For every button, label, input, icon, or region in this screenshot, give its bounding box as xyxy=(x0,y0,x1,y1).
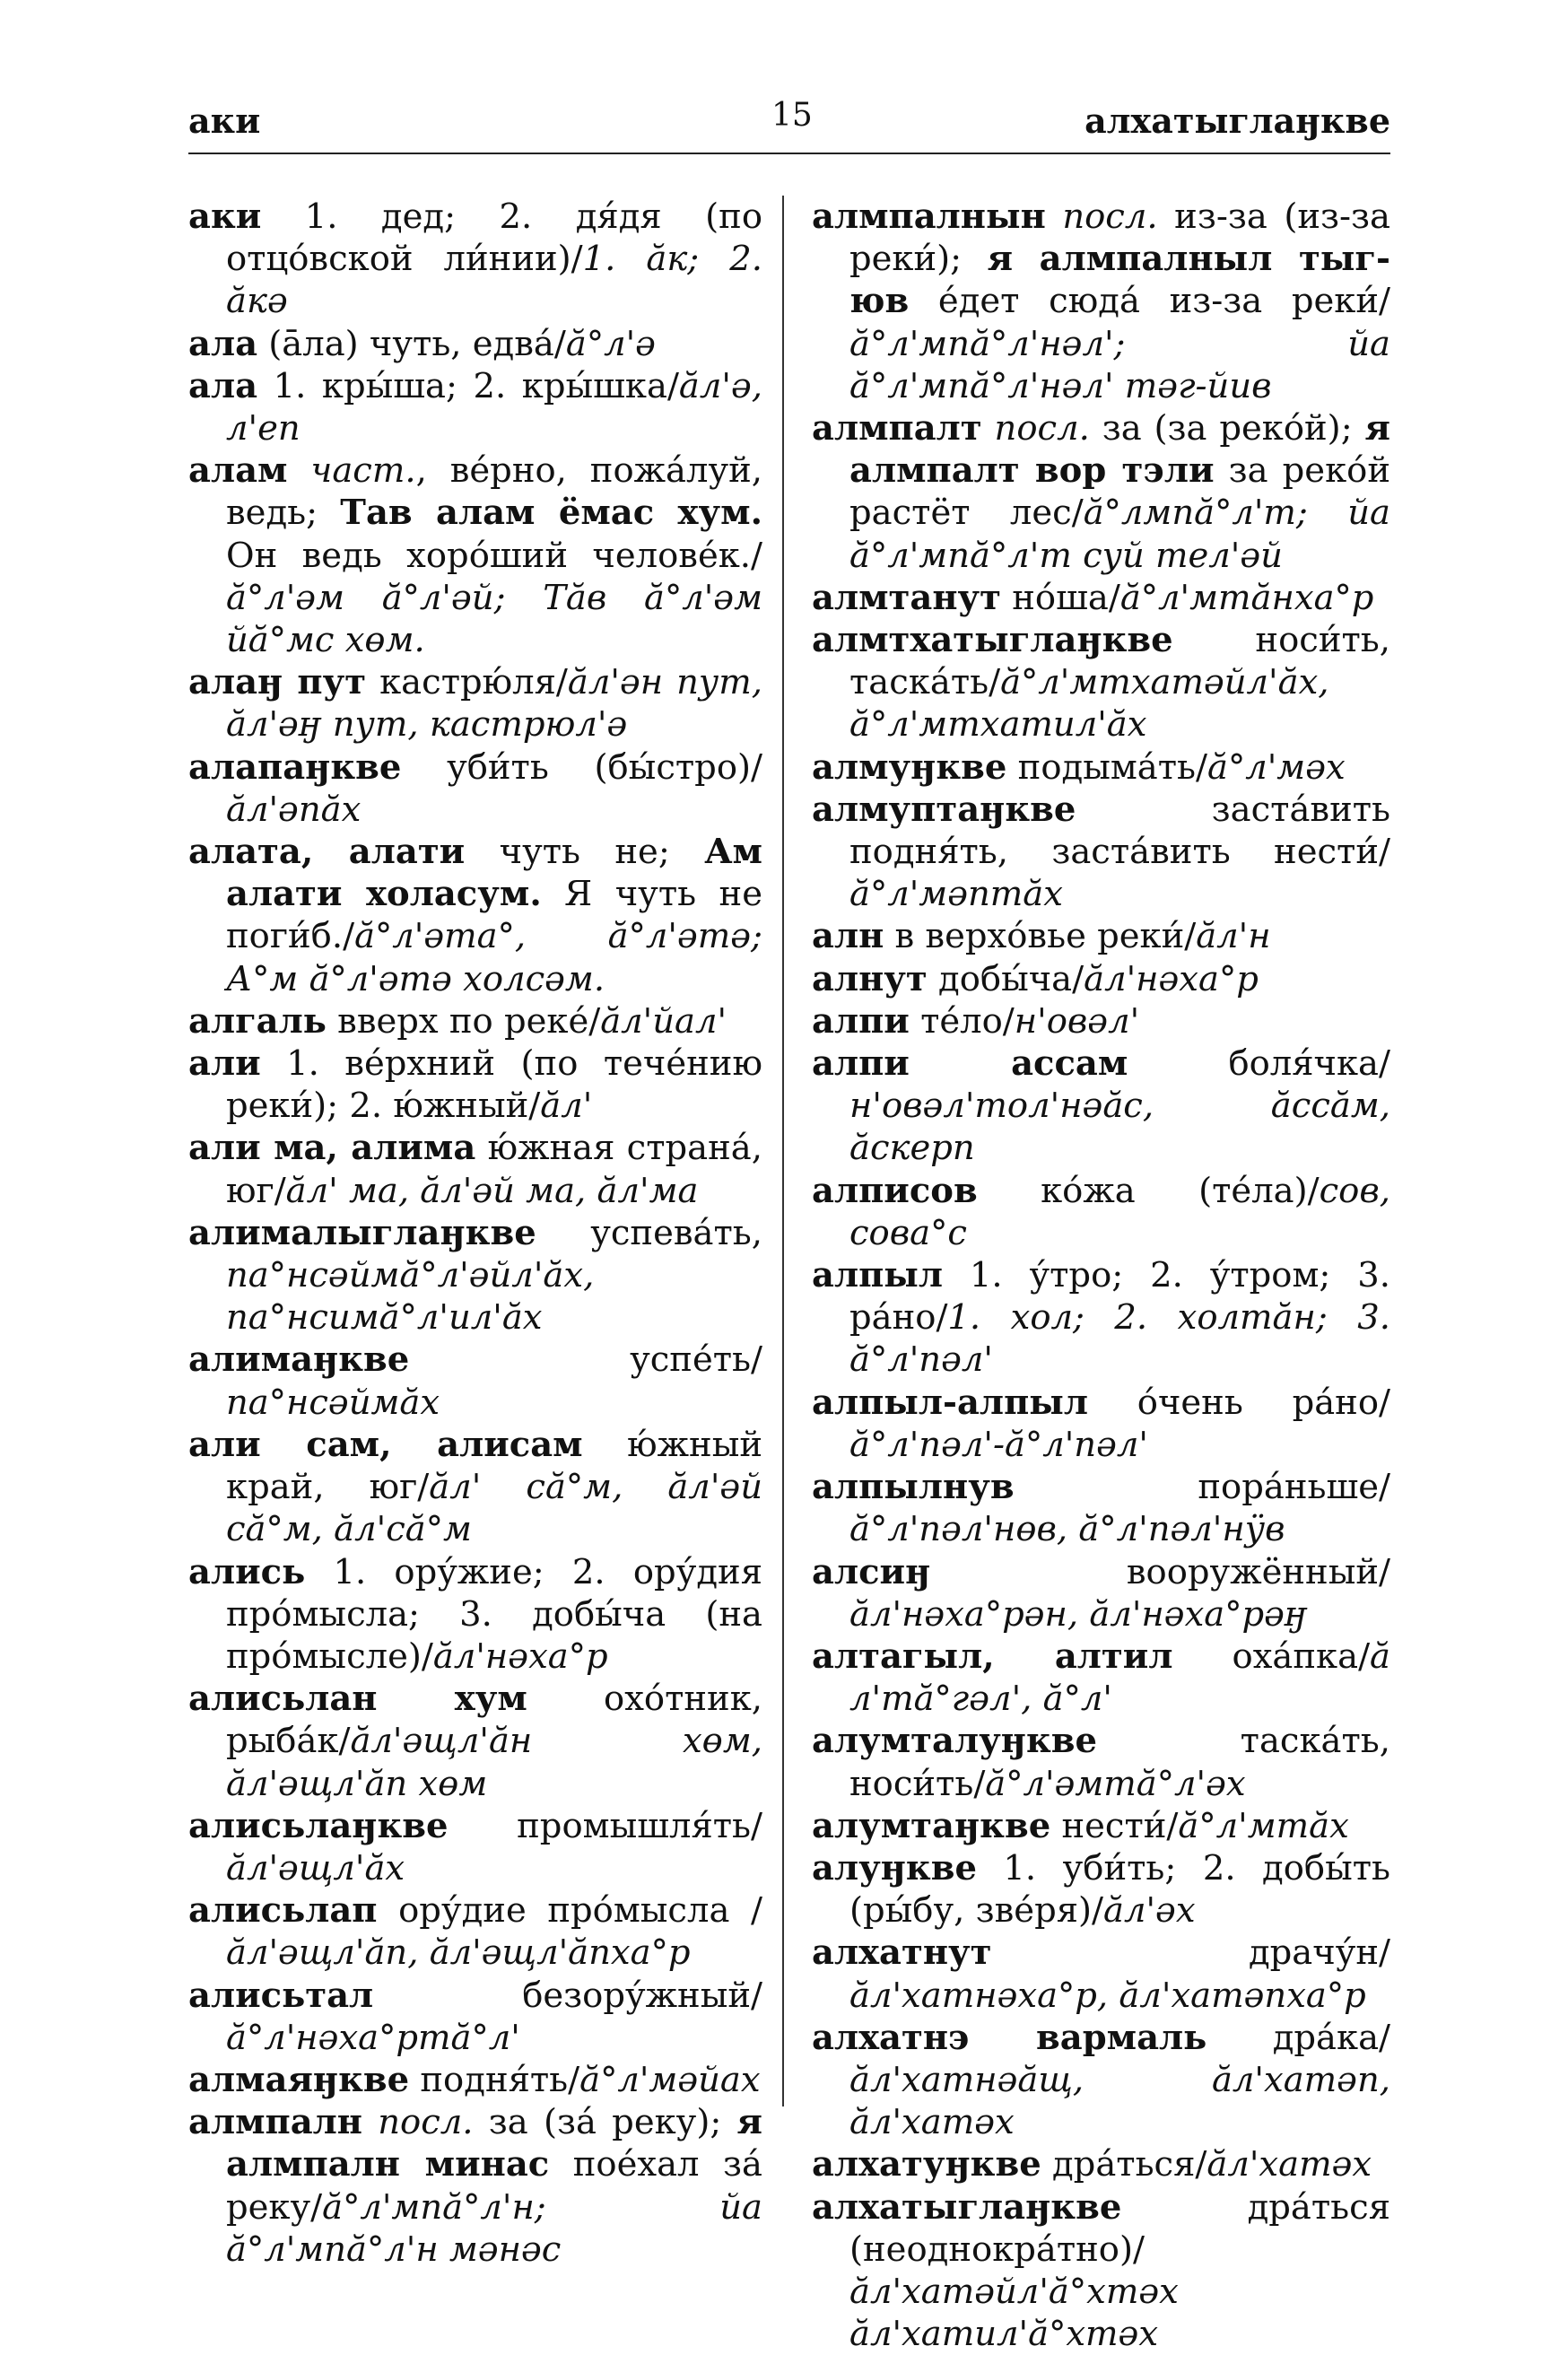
headword: алимаӈкве xyxy=(188,1339,410,1381)
dictionary-entry xyxy=(812,1635,1390,1720)
dictionary-entry xyxy=(812,1170,1390,1254)
dialect-form: ӑл'әщл'ӑн хөм, ӑл'әщл'ӑп хөм xyxy=(226,1721,762,1804)
header-rule xyxy=(188,153,1390,154)
definition: вверх по реке́/ xyxy=(326,1000,601,1042)
dialect-form: ӑ°л'әта°, ӑ°л'әтә; А°м ӑ°л'әтә холсәм. xyxy=(226,916,762,999)
example-phrase: я алмпалн минас xyxy=(226,2102,762,2185)
headword: алмтхатыглаӈкве xyxy=(812,620,1173,661)
dictionary-entry xyxy=(812,2143,1390,2185)
definition: ко́жа (те́ла)/ xyxy=(977,1170,1320,1211)
dialect-form: ӑл'йал' xyxy=(600,1000,727,1042)
dialect-form: ӑл'нәха°рән, ӑл'нәха°рәӈ xyxy=(849,1593,1308,1635)
headword: алн xyxy=(812,916,884,957)
headword: алмпалнын xyxy=(812,196,1046,237)
definition: дра́ка/ xyxy=(1206,2017,1390,2058)
dictionary-entry xyxy=(188,365,762,449)
dialect-form: ӑл'нәха°р xyxy=(1084,958,1259,999)
part-of-speech: посл. xyxy=(362,2102,474,2143)
headword: ала xyxy=(188,323,258,364)
headword: алмуптаӈкве xyxy=(812,789,1076,830)
headword: алмпалн xyxy=(188,2102,362,2143)
dialect-form: ӑл'нәха°р xyxy=(432,1635,608,1677)
dictionary-entry xyxy=(188,1212,762,1339)
dialect-form: ӑл'ән пут, ӑл'әӈ пут, кастрюл'ә xyxy=(226,662,762,746)
dialect-form: н'овәл' xyxy=(1014,1000,1140,1042)
headword: алималыглаӈкве xyxy=(188,1212,536,1253)
headword: алхатнут xyxy=(812,1932,992,1974)
dictionary-entry xyxy=(812,1847,1390,1932)
dialect-form: ӑл' ма, ӑл'әй ма, ӑл'ма xyxy=(285,1170,699,1211)
headword: алисьлаӈкве xyxy=(188,1805,449,1846)
definition: 1. ве́рхний (по тече́нию реки́); 2. ю́жный/ xyxy=(226,1043,762,1127)
headword: алсиӈ xyxy=(812,1551,931,1592)
dictionary-entry xyxy=(188,1339,762,1423)
dictionary-entry xyxy=(188,1424,762,1551)
dictionary-entry xyxy=(812,2017,1390,2144)
headword: али xyxy=(188,1043,261,1085)
definition: вооружённый/ xyxy=(930,1551,1390,1592)
headword: алапаӈкве xyxy=(188,746,402,788)
dictionary-entry xyxy=(188,196,762,323)
dialect-form: ӑл'әпӑх xyxy=(226,789,362,830)
left-column xyxy=(188,196,762,2271)
headword: алнут xyxy=(812,958,928,999)
dialect-form: ӑ°л'мәптӑх xyxy=(849,874,1063,915)
headword: ала xyxy=(188,365,258,406)
headword: алумтаӈкве xyxy=(812,1805,1051,1846)
definition: драчу́н/ xyxy=(991,1932,1390,1974)
column-divider xyxy=(782,196,784,2106)
definition: таска́ть, носи́ть/ xyxy=(849,1721,1390,1804)
dialect-form: ӑл'хатәйл'ӑ°хтәх ӑл'хатил'ӑ°хтәх xyxy=(849,2271,1179,2355)
dictionary-entry xyxy=(812,1805,1390,1847)
dialect-form: ӑ°л'мтхатәйл'ӑх, ӑ°л'мтхатил'ӑх xyxy=(849,662,1329,746)
definition: безору́жный/ xyxy=(373,1975,762,2016)
dictionary-entry xyxy=(812,2186,1390,2355)
headword: алата, алати xyxy=(188,832,466,873)
definition: в верхо́вье реки́/ xyxy=(884,916,1197,957)
dictionary-entry xyxy=(188,661,762,746)
headword: алпи ассам xyxy=(812,1043,1128,1085)
dictionary-entry xyxy=(188,1042,762,1127)
headword: алисьлан хум xyxy=(188,1679,527,1720)
dictionary-entry xyxy=(812,746,1390,789)
headword: алхатнэ вармаль xyxy=(812,2017,1207,2058)
headword: алмпалт xyxy=(812,408,982,449)
definition: пора́ньше/ xyxy=(1014,1467,1390,1508)
definition: 1. у́тро; 2. у́тром; 3. ра́но/ xyxy=(849,1255,1390,1339)
example-phrase: Ам алати холасум. xyxy=(226,832,762,915)
definition: 1. дед; 2. дя́дя (по отцо́вской ли́нии)/ xyxy=(226,196,762,280)
headword: алисьлап xyxy=(188,1890,378,1932)
headword: алпыл-алпыл xyxy=(812,1382,1088,1423)
dialect-form: ӑл'н xyxy=(1196,916,1271,957)
headword: али ма, алима xyxy=(188,1128,476,1169)
dialect-form: ӑ°л'мтӑнха°р xyxy=(1119,577,1374,618)
dialect-form: ӑл' xyxy=(540,1086,593,1127)
dictionary-entry xyxy=(812,789,1390,916)
definition: , ве́рно, пожа́луй, ведь; xyxy=(226,450,762,534)
left-guide-word: аки xyxy=(188,100,261,141)
headword: ались xyxy=(188,1551,306,1592)
example-phrase: я алмпалт вор тэли xyxy=(849,408,1390,492)
definition: за (за́ реку); xyxy=(473,2102,737,2143)
definition: дра́ться/ xyxy=(1041,2144,1207,2185)
dictionary-entry xyxy=(188,1551,762,1679)
definition: подыма́ть/ xyxy=(1006,746,1207,788)
dialect-form: сов, сова°с xyxy=(849,1170,1390,1253)
definition: (а̄ла) чуть, едва́/ xyxy=(257,323,566,364)
definition: дра́ться (неоднокра́тно)/ xyxy=(849,2186,1390,2270)
definition: кастрю́ля/ xyxy=(366,662,568,703)
definition: за (за реко́й); xyxy=(1089,408,1365,449)
dialect-form: па°нсәймӑ°л'әйл'ӑх, па°нсимӑ°л'ил'ӑх xyxy=(226,1255,595,1339)
headword: алхатыглаӈкве xyxy=(812,2186,1122,2228)
dictionary-entry xyxy=(188,1889,762,1974)
definition: подня́ть/ xyxy=(409,2059,580,2100)
headword: алпи xyxy=(812,1000,910,1042)
dictionary-entry xyxy=(812,577,1390,619)
dictionary-entry xyxy=(188,831,762,1000)
dictionary-entry xyxy=(812,1000,1390,1042)
dictionary-entry xyxy=(188,323,762,365)
headword: али сам, алисам xyxy=(188,1424,583,1465)
definition: успева́ть, xyxy=(536,1212,762,1253)
dictionary-entry xyxy=(188,1805,762,1889)
headword: алтагыл, алтил xyxy=(812,1635,1173,1677)
headword: алисьтал xyxy=(188,1975,374,2016)
dialect-form: ӑл' сӑ°м, ӑл'әй сӑ°м, ӑл'сӑ°м xyxy=(226,1467,762,1550)
dictionary-entry xyxy=(188,1975,762,2059)
dialect-form: ӑл'әщл'ӑх xyxy=(226,1847,405,1888)
headword: алмтанут xyxy=(812,577,1002,618)
definition: оха́пка/ xyxy=(1172,1635,1371,1677)
dialect-form: ӑ л'тӑ°гәл', ӑ°л' xyxy=(849,1635,1391,1720)
dictionary-entry xyxy=(812,1551,1390,1635)
dictionary-entry xyxy=(188,1678,762,1805)
definition: из-за (из-за реки́); xyxy=(849,196,1390,280)
definition: 1. уби́ть; 2. добы́ть (ры́бу, зве́ря)/ xyxy=(849,1847,1390,1932)
example-translation: Он ведь хоро́ший челове́к./ xyxy=(226,535,762,576)
part-of-speech: посл. xyxy=(981,408,1090,449)
headword: аки xyxy=(188,196,262,237)
dictionary-entry xyxy=(188,449,762,661)
part-of-speech: част. xyxy=(287,450,416,492)
definition: но́ша/ xyxy=(1001,577,1120,618)
example-translation: Я чуть не поги́б./ xyxy=(226,874,762,957)
headword: алам xyxy=(188,450,288,492)
dictionary-entry xyxy=(812,619,1390,746)
dialect-form: ӑ°л'мпӑ°л'нәл'; йа ӑ°л'мпӑ°л'нәл' тәг-йив xyxy=(849,323,1390,406)
definition: боля́чка/ xyxy=(1128,1043,1390,1085)
dictionary-entry xyxy=(188,1000,762,1042)
dialect-form: ӑл'хатнәӑщ, ӑл'хатәп, ӑл'хатәх xyxy=(849,2059,1390,2143)
dictionary-entry xyxy=(188,1127,762,1211)
dictionary-entry xyxy=(812,407,1390,577)
definition: добы́ча/ xyxy=(927,958,1085,999)
dialect-form: ӑ°л'әмтӑ°л'әх xyxy=(985,1763,1246,1804)
dictionary-entry xyxy=(188,2101,762,2271)
example-phrase: я алмпалныл тыг-юв xyxy=(849,239,1390,322)
example-translation: за реко́й растёт лес/ xyxy=(849,450,1390,534)
dictionary-entry xyxy=(812,958,1390,1000)
dialect-form: па°нсәймӑх xyxy=(226,1382,440,1423)
dictionary-entry xyxy=(812,1932,1390,2016)
dialect-form: ӑ°л'пәл'-ӑ°л'пәл' xyxy=(849,1424,1148,1465)
example-translation: пое́хал за́ реку/ xyxy=(226,2144,762,2228)
definition: промышля́ть/ xyxy=(448,1805,762,1846)
dialect-form: ӑл'хатәх xyxy=(1206,2144,1372,2185)
dialect-form: ӑ°л'нәха°ртӑ°л' xyxy=(226,2017,520,2058)
definition: охо́тник, рыба́к/ xyxy=(226,1679,763,1762)
definition: ору́дие про́мысла / xyxy=(377,1890,762,1932)
dialect-form: ӑ°л'мәх xyxy=(1206,746,1346,788)
headword: алпыл xyxy=(812,1255,944,1296)
dictionary-entry xyxy=(812,1720,1390,1804)
right-column xyxy=(812,196,1390,2355)
dialect-form: ӑ°л'әм ӑ°л'әй; Тӑв ӑ°л'әм йӑ°мс хөм. xyxy=(226,577,762,661)
right-guide-word: алхатыглаӈкве xyxy=(1085,100,1390,141)
example-phrase: Тав алам ёмас хум. xyxy=(340,493,762,534)
definition: заста́вить подня́ть, заста́вить нести́/ xyxy=(849,789,1390,873)
dialect-form: ӑл'ә, л'еп xyxy=(226,365,762,449)
dictionary-entry xyxy=(812,1382,1390,1466)
dialect-form: ӑ°л'мпӑ°л'н; йа ӑ°л'мпӑ°л'н мәнәс xyxy=(226,2186,762,2270)
definition: 1. ору́жие; 2. ору́дия про́мысла; 3. добы́ча (на про́мысле)/ xyxy=(226,1551,762,1677)
dictionary-entry xyxy=(812,1042,1390,1170)
headword: алгаль xyxy=(188,1000,327,1042)
headword: алмуӈкве xyxy=(812,746,1007,788)
dictionary-entry xyxy=(812,1254,1390,1382)
dictionary-entry xyxy=(812,915,1390,957)
definition: чуть не; xyxy=(465,832,705,873)
dictionary-entry xyxy=(188,2059,762,2101)
dialect-form: ӑ°л'пәл'нөв, ӑ°л'пәл'нӱв xyxy=(849,1509,1285,1550)
dictionary-entry xyxy=(188,746,762,831)
definition: ю́жная страна́, юг/ xyxy=(226,1128,762,1211)
dialect-form: ӑл'әх xyxy=(1103,1890,1196,1932)
dictionary-entry xyxy=(812,196,1390,407)
dialect-form: ӑ°л'мтӑх xyxy=(1178,1805,1349,1846)
headword: алписов xyxy=(812,1170,978,1211)
dialect-form: н'овәл'тол'нәӑс, ӑссӑм, ӑскерп xyxy=(849,1086,1390,1169)
dialect-form: 1. хол; 2. холтӑн; 3. ӑ°л'пәл' xyxy=(849,1297,1390,1381)
definition: те́ло/ xyxy=(909,1000,1015,1042)
dialect-form: ӑл'хатнәха°р, ӑл'хатәпха°р xyxy=(849,1975,1366,2016)
headword: алхатуӈкве xyxy=(812,2144,1041,2185)
part-of-speech: посл. xyxy=(1045,196,1158,237)
dialect-form: ӑ°лмпӑ°л'т; йа ӑ°л'мпӑ°л'т суй тел'әй xyxy=(849,493,1391,576)
headword: алмаяӈкве xyxy=(188,2059,410,2100)
headword: алуӈкве xyxy=(812,1847,977,1888)
example-translation: е́дет сюда́ из-за реки́/ xyxy=(909,281,1390,322)
dialect-form: 1. ӑк; 2. ӑкә xyxy=(226,239,762,322)
dialect-form: ӑл'әщл'ӑп, ӑл'әщл'ӑпха°р xyxy=(226,1932,691,1974)
definition: нести́/ xyxy=(1050,1805,1179,1846)
definition: носи́ть, таска́ть/ xyxy=(849,620,1390,703)
definition: уби́ть (бы́стро)/ xyxy=(401,746,762,788)
definition: о́чень ра́но/ xyxy=(1088,1382,1390,1423)
page-header xyxy=(188,97,1390,154)
headword: алпылнув xyxy=(812,1467,1015,1508)
headword: алумталуӈкве xyxy=(812,1721,1098,1762)
dictionary-entry xyxy=(812,1466,1390,1550)
definition: 1. кры́ша; 2. кры́шка/ xyxy=(257,365,679,406)
headword: алаӈ пут xyxy=(188,662,367,703)
definition: успе́ть/ xyxy=(409,1339,762,1381)
page-number: 15 xyxy=(771,97,813,134)
definition: ю́жный край, юг/ xyxy=(226,1424,763,1508)
dialect-form: ӑ°л'ә xyxy=(565,323,656,364)
dialect-form: ӑ°л'мәйах xyxy=(579,2059,761,2100)
